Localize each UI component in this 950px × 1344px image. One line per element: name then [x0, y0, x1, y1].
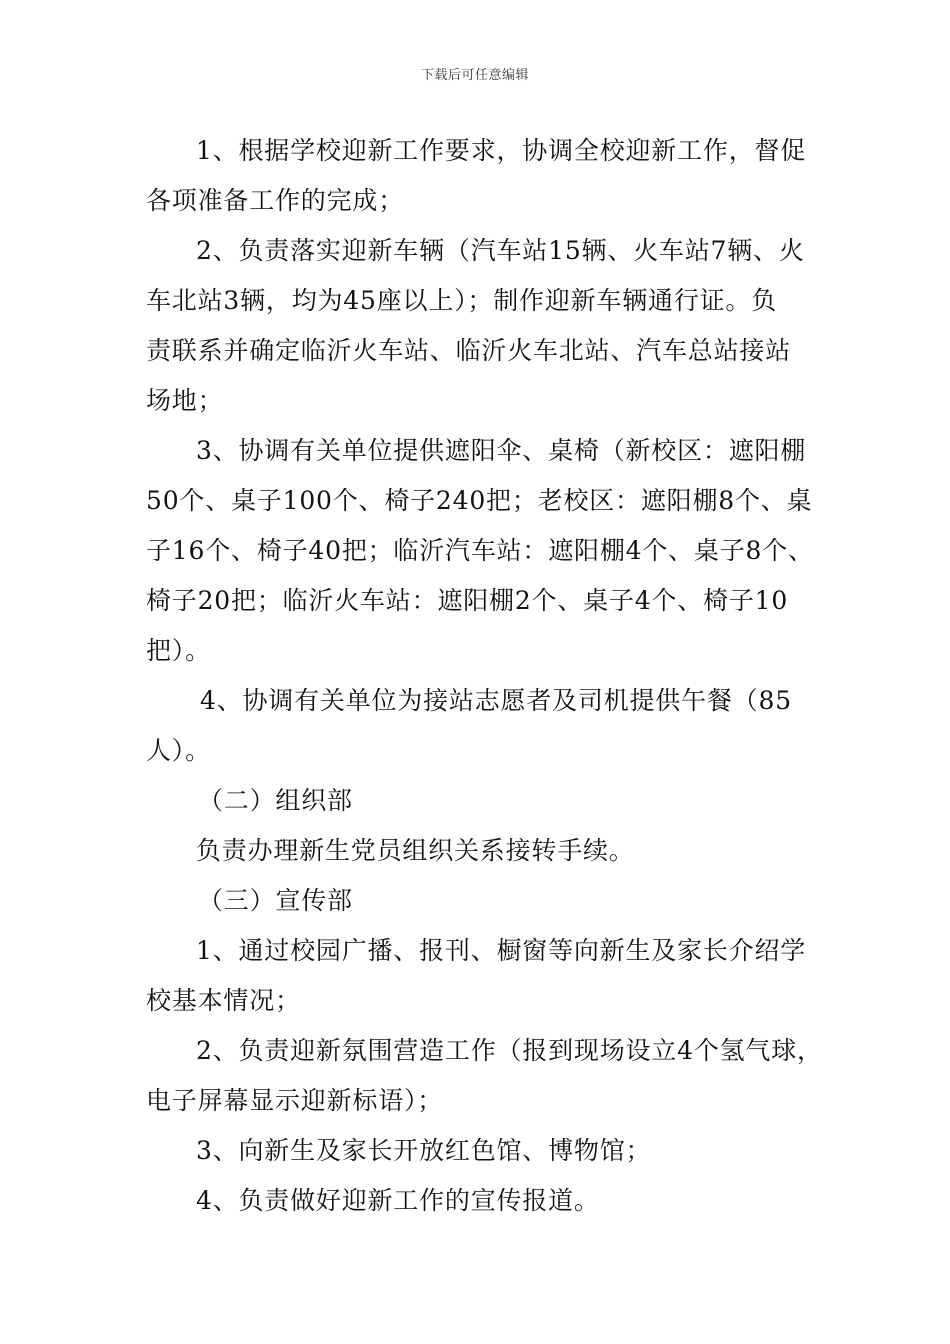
paragraph-line: 3、向新生及家长开放红色馆、博物馆； — [196, 1136, 652, 1165]
paragraph-line: 4、负责做好迎新工作的宣传报道。 — [196, 1186, 600, 1215]
paragraph-line: 2、负责落实迎新车辆（汽车站15辆、火车站7辆、火 — [196, 236, 805, 265]
document-body — [146, 126, 823, 1226]
paragraph-line: 1、通过校园广播、报刊、橱窗等向新生及家长介绍学 — [196, 936, 807, 965]
section-heading-organization: （二）组织部 — [198, 786, 353, 815]
paragraph-line: 人）。 — [146, 736, 211, 765]
paragraph-line: 各项准备工作的完成； — [146, 186, 405, 215]
paragraph-line: 场地； — [146, 386, 224, 415]
page-header: 下载后可任意编辑 — [420, 68, 529, 83]
paragraph-line: 校基本情况； — [146, 986, 301, 1015]
paragraph-line: 子16个、椅子40把；临沂汽车站：遮阳棚4个、桌子8个、 — [146, 536, 814, 565]
paragraph-line: 责联系并确定临沂火车站、临沂火车北站、汽车总站接站 — [146, 336, 792, 365]
paragraph-line: 车北站3辆，均为45座以上）；制作迎新车辆通行证。负 — [146, 286, 778, 315]
paragraph-line: 负责办理新生党员组织关系接转手续。 — [196, 836, 635, 865]
paragraph-line: 椅子20把；临沂火车站：遮阳棚2个、桌子4个、椅子10 — [146, 586, 789, 615]
section-heading-publicity: （三）宣传部 — [198, 886, 353, 915]
paragraph-line: 50个、桌子100个、椅子240把；老校区：遮阳棚8个、桌 — [146, 486, 813, 515]
paragraph-line: 4、协调有关单位为接站志愿者及司机提供午餐（85 — [200, 686, 792, 715]
paragraph-line: 3、协调有关单位提供遮阳伞、桌椅（新校区：遮阳棚 — [196, 436, 807, 465]
paragraph-line: 电子屏幕显示迎新标语）； — [146, 1086, 444, 1115]
paragraph-line: 把）。 — [146, 636, 211, 665]
paragraph-line: 1、根据学校迎新工作要求，协调全校迎新工作，督促 — [196, 136, 807, 165]
paragraph-line: 2、负责迎新氛围营造工作（报到现场设立4个氢气球， — [196, 1036, 823, 1065]
